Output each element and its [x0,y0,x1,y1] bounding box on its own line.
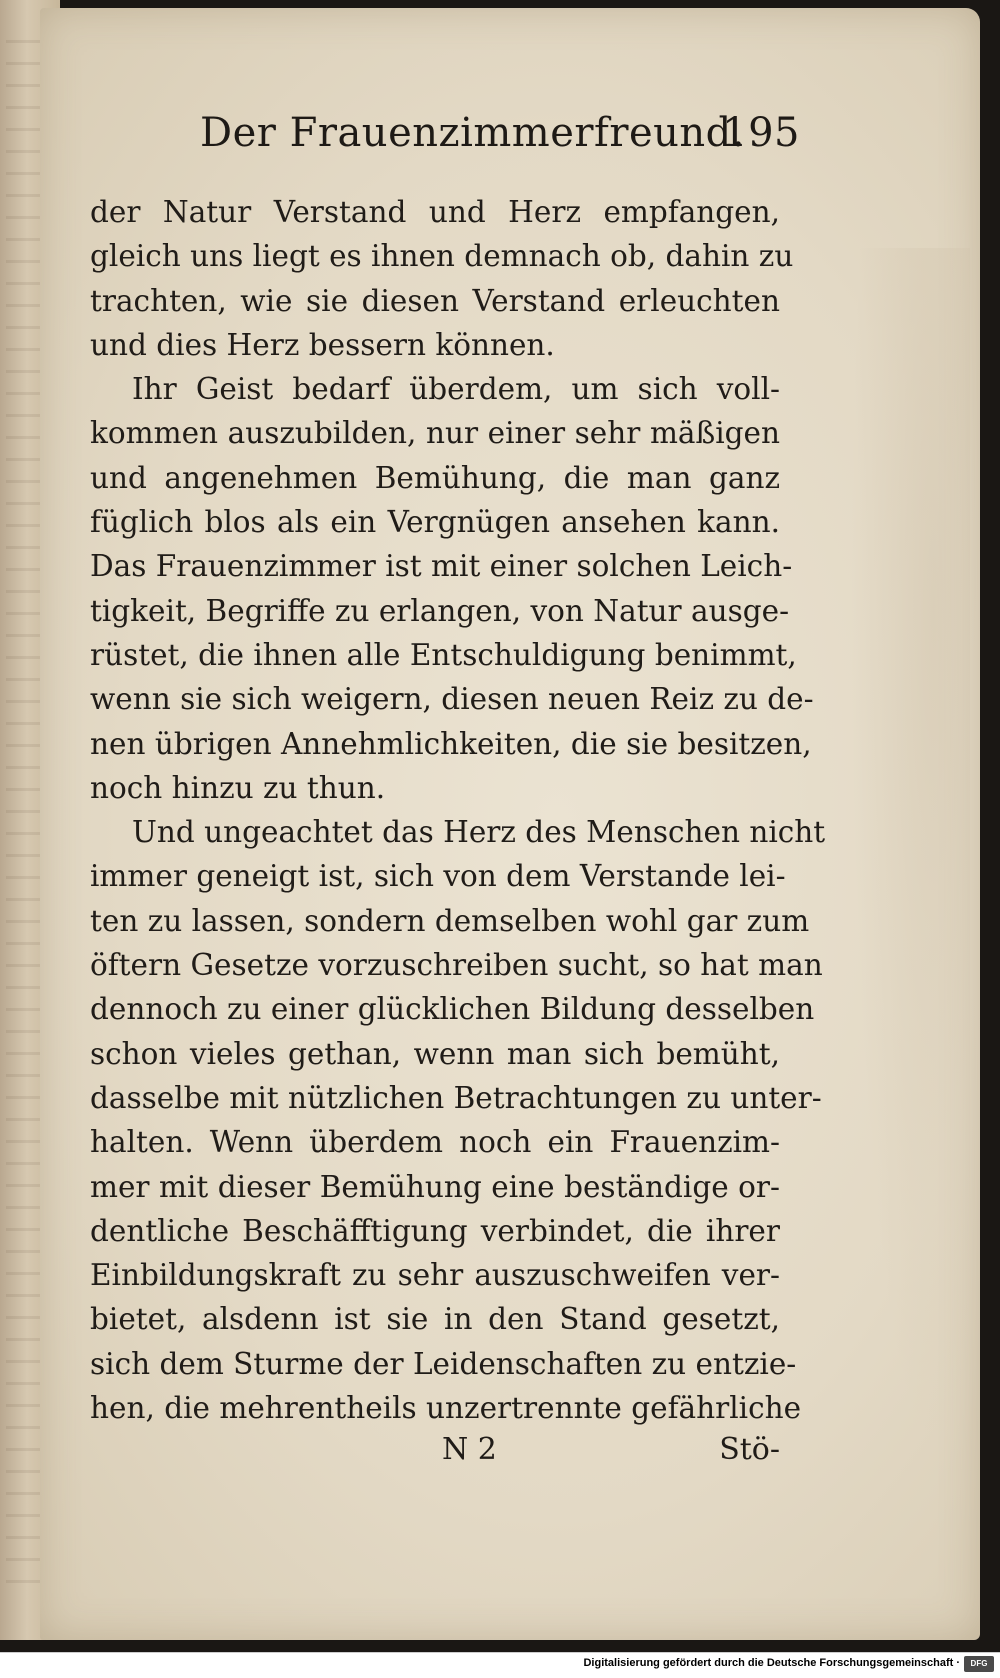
text-line: öftern Gesetze vorzuschreiben sucht, so hat man [90,948,823,983]
text-line: Das Frauenzimmer ist mit einer solchen Leich- [90,549,793,584]
text-line: mer mit dieser Bemühung eine beständige or- [90,1169,780,1204]
signature-mark: N 2 [442,1432,497,1467]
text-line: gleich uns liegt es ihnen demnach ob, dahin zu [90,239,794,274]
text-line: bietet, alsdenn ist sie in den Stand gesetzt, [90,1302,780,1337]
text-line: rüstet, die ihnen alle Entschuldigung benimmt, [90,637,797,672]
text-line: der Natur Verstand und Herz empfangen, [90,195,780,229]
text-line: dennoch zu einer glücklichen Bildung desselben [90,992,815,1027]
text-line: kommen auszubilden, nur einer sehr mäßigen [90,416,780,451]
text-line: sich dem Sturme der Leidenschaften zu entzie- [90,1346,797,1381]
text-line: halten. Wenn überdem noch ein Frauenzim- [90,1125,780,1160]
text-line: schon vieles gethan, wenn man sich bemüht, [90,1036,780,1071]
running-head [155,110,800,170]
catchword: Stö- [719,1432,780,1467]
text-line: immer geneigt ist, sich von dem Verstande lei- [90,859,786,894]
text-line: Und ungeachtet das Herz des Menschen nicht [132,815,826,850]
text-line: tigkeit, Begriffe zu erlangen, von Natur ausge- [90,593,790,628]
paper-stain [850,248,970,1448]
digitization-credit: Digitalisierung gefördert durch die Deutsche Forschungsgemeinschaft · [583,1657,960,1669]
text-line: noch hinzu zu thun. [90,770,386,805]
text-line: und angenehmen Bemühung, die man ganz [90,460,780,495]
text-line: und dies Herz bessern können. [90,327,555,362]
body-text [90,190,826,1430]
text-line: füglich blos als ein Vergnügen ansehen kann. [90,505,780,540]
text-line: hen, die mehrentheils unzertrennte gefährliche [90,1391,802,1426]
running-head-title: Der Frauenzimmerfreund. [200,110,745,156]
page-footer [90,1432,780,1476]
text-line: nen übrigen Annehmlichkeiten, die sie besitzen, [90,726,812,761]
text-line: Einbildungskraft zu sehr auszuschweifen ver- [90,1258,780,1293]
text-line: ten zu lassen, sondern demselben wohl gar zum [90,903,810,938]
dfg-logo-icon: DFG [964,1656,994,1672]
credit-bar [0,1652,1000,1678]
page-number: 195 [722,110,800,156]
text-line: wenn sie sich weigern, diesen neuen Reiz zu de- [90,682,814,717]
text-line: Ihr Geist bedarf überdem, um sich voll- [132,372,780,407]
text-line: trachten, wie sie diesen Verstand erleuchten [90,283,780,318]
text-line: dentliche Beschäfftigung verbindet, die ihrer [90,1213,780,1248]
text-line: dasselbe mit nützlichen Betrachtungen zu unter- [90,1080,822,1115]
